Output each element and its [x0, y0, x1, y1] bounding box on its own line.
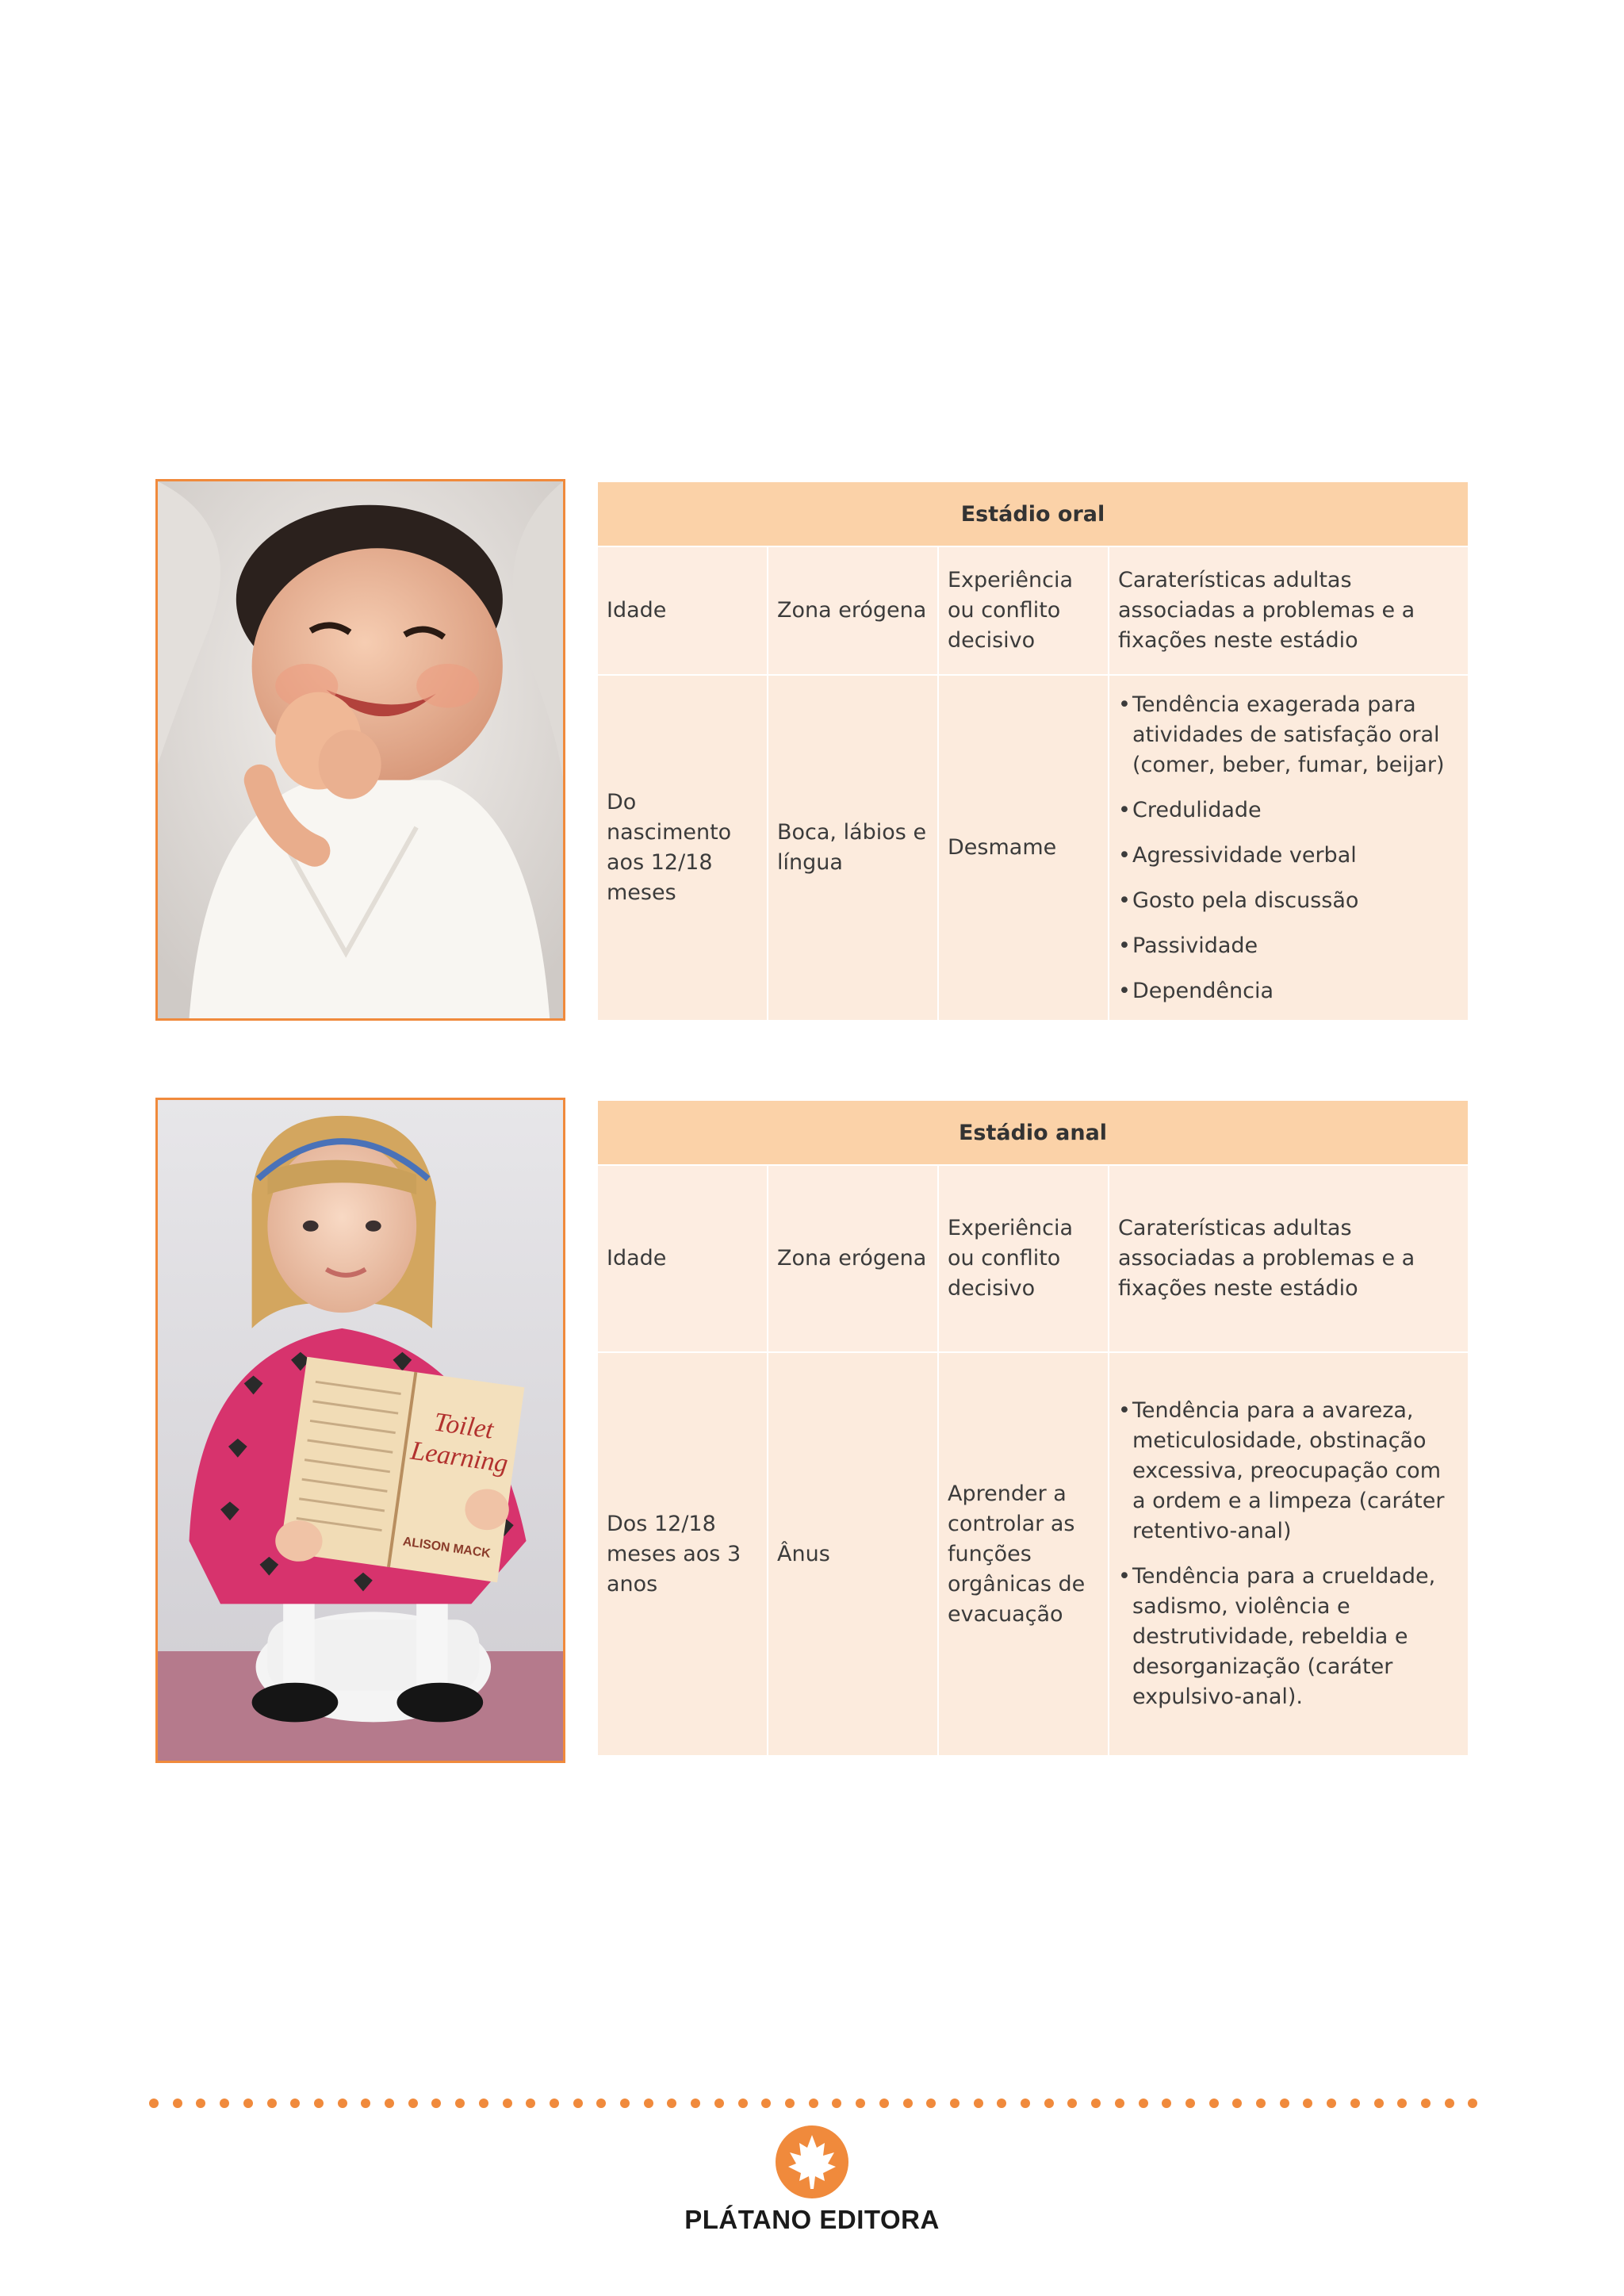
divider-dot — [1021, 2099, 1030, 2108]
anal-traits-list — [1118, 1396, 1460, 1712]
header-zone — [768, 1166, 937, 1351]
book-title-line1: Toilet — [431, 1407, 496, 1445]
header-zone — [768, 547, 937, 674]
anal-stage-title: Estádio anal — [598, 1101, 1468, 1164]
list-item: • Tendência para a avareza, meticulosidade, obstinação excessiva, preocupação com a ordem e a limpeza (caráter retentivo-anal) — [1118, 1396, 1460, 1547]
anal-age-value: Dos 12/18 meses aos 3 anos — [607, 1511, 741, 1596]
divider-dot — [1445, 2099, 1454, 2108]
divider-dot — [1256, 2099, 1266, 2108]
divider-dot — [220, 2099, 229, 2108]
divider-dot — [974, 2099, 983, 2108]
divider-dot — [1350, 2099, 1360, 2108]
anal-age — [598, 1353, 767, 1755]
divider-dot — [926, 2099, 936, 2108]
divider-dot — [526, 2099, 535, 2108]
divider-dot — [361, 2099, 370, 2108]
divider-dot — [644, 2099, 653, 2108]
girl-illustration — [158, 1100, 563, 1761]
divider-dot — [1185, 2099, 1195, 2108]
divider-dot — [1115, 2099, 1124, 2108]
divider-dot — [455, 2099, 465, 2108]
oral-age-value: Do nascimento aos 12/18 meses — [607, 790, 732, 905]
divider-dot — [1044, 2099, 1054, 2108]
list-item: • Tendência para a crueldade, sadismo, violência e destrutividade, rebeldia e desorganização (caráter expulsivo-anal). — [1118, 1562, 1460, 1712]
divider-dot — [879, 2099, 889, 2108]
divider-dot — [1374, 2099, 1384, 2108]
divider-dot — [761, 2099, 771, 2108]
divider-dot — [243, 2099, 253, 2108]
divider-dot — [620, 2099, 630, 2108]
divider-dot — [479, 2099, 488, 2108]
divider-dot — [856, 2099, 865, 2108]
divider-dot — [173, 2099, 182, 2108]
oral-experience-value: Desmame — [948, 835, 1057, 860]
list-item: • Credulidade — [1118, 795, 1460, 826]
divider-dot — [997, 2099, 1006, 2108]
divider-dot — [1209, 2099, 1219, 2108]
divider-dot — [596, 2099, 606, 2108]
girl-photo — [155, 1098, 565, 1763]
book-title-line2: Learning — [408, 1435, 510, 1479]
divider-dot — [809, 2099, 818, 2108]
anal-experience — [939, 1353, 1108, 1755]
book-author: ALISON MACK — [401, 1535, 492, 1561]
divider-dot — [338, 2099, 347, 2108]
divider-dot — [1421, 2099, 1431, 2108]
divider-dot — [1091, 2099, 1101, 2108]
divider-dot — [1232, 2099, 1242, 2108]
divider-dot — [1397, 2099, 1407, 2108]
divider-dot — [785, 2099, 795, 2108]
divider-dot — [714, 2099, 724, 2108]
header-experience-label: Experiência ou conflito decisivo — [948, 1216, 1074, 1301]
oral-zone — [768, 676, 937, 1020]
divider-dot — [550, 2099, 559, 2108]
anal-zone — [768, 1353, 937, 1755]
divider-dot — [667, 2099, 676, 2108]
header-experience — [939, 547, 1108, 674]
anal-experience-value: Aprender a controlar as funções orgânicas de evacuação — [948, 1481, 1086, 1627]
divider-dot — [290, 2099, 300, 2108]
oral-zone-value: Boca, lábios e língua — [777, 820, 927, 875]
header-traits-label: Caraterísticas adultas associadas a problemas e a fixações neste estádio — [1118, 1216, 1415, 1301]
list-item: • Tendência exagerada para atividades de satisfação oral (comer, beber, fumar, beijar) — [1118, 690, 1460, 780]
divider-dot — [1139, 2099, 1148, 2108]
list-item: • Agressividade verbal — [1118, 841, 1460, 871]
divider-dot — [1468, 2099, 1477, 2108]
header-experience-label: Experiência ou conflito decisivo — [948, 568, 1074, 653]
publisher-name: PLÁTANO EDITORA — [684, 2205, 940, 2234]
divider-dot — [691, 2099, 700, 2108]
divider-dot — [1067, 2099, 1077, 2108]
divider-dot — [196, 2099, 205, 2108]
divider-dot — [1327, 2099, 1336, 2108]
header-age — [598, 1166, 767, 1351]
header-traits — [1109, 1166, 1468, 1351]
divider-dot — [950, 2099, 959, 2108]
divider-dot — [903, 2099, 913, 2108]
divider-dot — [1162, 2099, 1171, 2108]
divider-dot — [1280, 2099, 1289, 2108]
header-traits — [1109, 547, 1468, 674]
oral-stage-table — [598, 482, 1468, 1020]
header-age-label: Idade — [607, 598, 667, 623]
divider-dot — [503, 2099, 512, 2108]
anal-traits — [1109, 1353, 1468, 1755]
baby-photo — [155, 479, 565, 1021]
divider-dot — [149, 2099, 159, 2108]
anal-zone-value: Ânus — [777, 1541, 830, 1566]
divider-dot — [314, 2099, 324, 2108]
oral-experience — [939, 676, 1108, 1020]
dotted-divider — [149, 2097, 1478, 2110]
header-age — [598, 547, 767, 674]
header-experience — [939, 1166, 1108, 1351]
divider-dot — [408, 2099, 418, 2108]
list-item: • Gosto pela discussão — [1118, 886, 1460, 916]
divider-dot — [832, 2099, 841, 2108]
divider-dot — [738, 2099, 748, 2108]
oral-stage-title: Estádio oral — [598, 482, 1468, 546]
baby-illustration — [158, 481, 563, 1018]
divider-dot — [1303, 2099, 1312, 2108]
oral-traits — [1109, 676, 1468, 1020]
publisher-brand — [653, 2125, 971, 2235]
header-age-label: Idade — [607, 1246, 667, 1271]
maple-leaf-logo-icon — [776, 2125, 848, 2198]
list-item: • Passividade — [1118, 931, 1460, 961]
header-zone-label: Zona erógena — [777, 1246, 927, 1271]
oral-traits-list — [1118, 690, 1460, 1006]
divider-dot — [431, 2099, 441, 2108]
header-traits-label: Caraterísticas adultas associadas a problemas e a fixações neste estádio — [1118, 568, 1415, 653]
divider-dot — [267, 2099, 277, 2108]
anal-stage-table — [598, 1101, 1468, 1755]
oral-age — [598, 676, 767, 1020]
header-zone-label: Zona erógena — [777, 598, 927, 623]
divider-dot — [385, 2099, 394, 2108]
divider-dot — [573, 2099, 583, 2108]
list-item: • Dependência — [1118, 976, 1460, 1006]
